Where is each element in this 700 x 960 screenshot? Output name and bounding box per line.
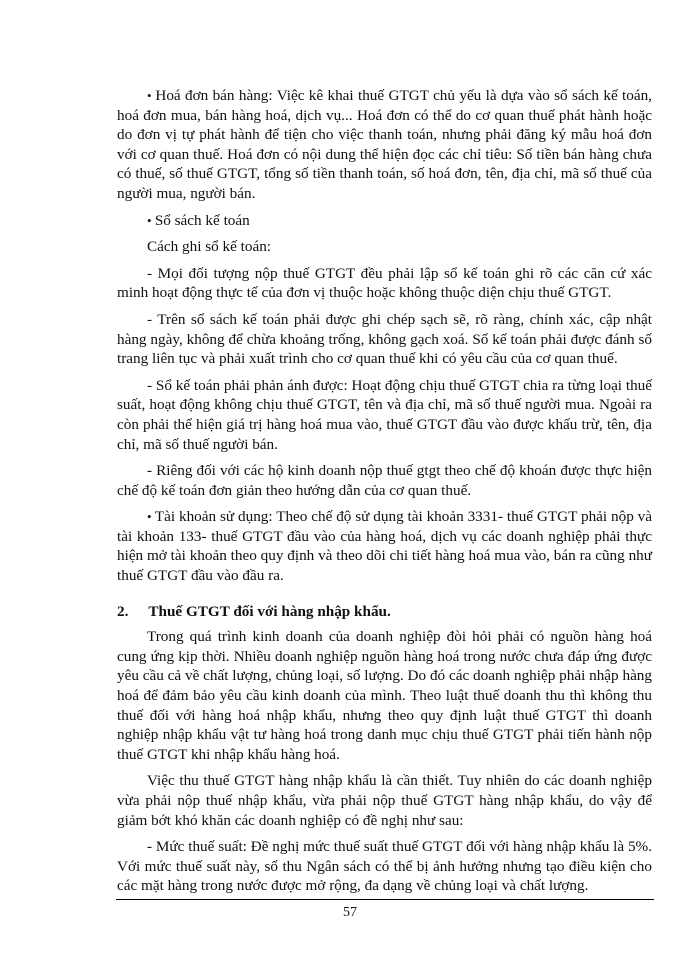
- paragraph-import-intro: Trong quá trình kinh doanh của doanh nghiệp đòi hỏi phải có nguồn hàng hoá cung ứng kịp thời. Nhiều doanh nghiệp nguồn hàng hoá trong nước chưa đáp ứng được yêu cầu cả về chất lượng, chủng loại, số lượng. Do đó các doanh nghiệp phải nhập hàng hoá để đảm bảo yêu cầu kinh doanh của mình. Theo luật thuế doanh thu thì không thu thuế đối với hàng hoá nhập khẩu, nhưng theo quy định luật thuế GTGT thì doanh nghiệp nhập khẩu vật tư hàng hoá trong danh mục chịu thuế GTGT phải tiến hành nộp thuế GTGT khi nhập khẩu hàng hoá.: [117, 628, 652, 763]
- paragraph-import-proposal: Việc thu thuế GTGT hàng nhập khẩu là cần thiết. Tuy nhiên do các doanh nghiệp vừa phải nộp thuế nhập khẩu, vừa phải nộp thuế GTGT hàng nhập khẩu, do vậy để giảm bớt khó khăn các doanh nghiệp có đề nghị như sau:: [117, 772, 652, 829]
- paragraph-invoice: • Hoá đơn bán hàng: Việc kê khai thuế GTGT chủ yếu là dựa vào sổ sách kế toán, hoá đơn mua, bán hàng hoá, dịch vụ... Hoá đơn có thể do cơ quan thuế phát hành hoặc do đơn vị tự phát hành để tiện cho việc thanh toán, nhưng phải đăng ký mẫu hoá đơn với cơ quan thuế. Hoá đơn có nội dung thể hiện đọc các chỉ tiêu: Số tiền bán hàng chưa có thuế, số thuế GTGT, tổng số tiền thanh toán, số hoá đơn, tên, địa chỉ, mã số thuế của người mua, người bán.: [117, 86, 652, 204]
- paragraph-recording-method: Cách ghi sổ kế toán:: [147, 238, 272, 256]
- paragraph-rule-2: - Trên sổ sách kế toán phải được ghi chép sạch sẽ, rõ ràng, chính xác, cập nhật hàng ngày, không để chừa khoảng trống, không gạch xoá. Sổ kế toán phải được đánh số trang liên tục và phải xuất trình cho cơ quan thuế khi có yêu cầu của cơ quan thuế.: [117, 310, 652, 368]
- paragraph-accounting-books: • Sổ sách kế toán: [117, 211, 652, 231]
- section-number: 2.: [117, 602, 129, 620]
- paragraph-accounts-used: • Tài khoản sử dụng: Theo chế độ sử dụng tài khoản 3331- thuế GTGT phải nộp và tài khoản 133- thuế GTGT đầu vào của hàng hoá, dịch vụ các doanh nghiệp phải thực hiện mở tài khoản theo quy định và theo dõi chi tiết hàng hoá mua vào, bán ra cũng như thuế GTGT đầu vào đầu ra.: [117, 507, 652, 585]
- page-body: [117, 86, 652, 896]
- section-heading: [117, 602, 652, 622]
- page-number: 57: [343, 905, 357, 920]
- section-title: Thuế GTGT đối với hàng nhập khẩu.: [148, 602, 391, 620]
- footer-divider: [116, 899, 654, 900]
- paragraph-rule-3: - Sổ kế toán phải phản ánh được: Hoạt động chịu thuế GTGT chia ra từng loại thuế suất, hoạt động không chịu thuế GTGT, tên và địa chỉ, mã số thuế người mua. Ngoài ra còn phải thể hiện giá trị hàng hoá mua vào, thuế GTGT đầu vào được khấu trừ, tên, địa chỉ, mã số thuế người bán.: [117, 376, 652, 453]
- paragraph-rule-4: - Riêng đối với các hộ kinh doanh nộp thuế gtgt theo chế độ khoán được thực hiện chế độ kế toán đơn giản theo hướng dẫn của cơ quan thuế.: [117, 462, 652, 499]
- paragraph-tax-rate: - Mức thuế suất: Đề nghị mức thuế suất thuế GTGT đối với hàng nhập khẩu là 5%. Với mức thuế suất này, số thu Ngân sách có thể bị ảnh hưởng nhưng tạo điều kiện cho các mặt hàng trong nước được mở rộng, đa dạng về chủng loại và chất lượng.: [117, 838, 652, 895]
- paragraph-rule-1: - Mọi đối tượng nộp thuế GTGT đều phải lập sổ kế toán ghi rõ các căn cứ xác minh hoạt động thực tế của đơn vị thuộc hoặc không thuộc diện chịu thuế GTGT.: [117, 264, 652, 302]
